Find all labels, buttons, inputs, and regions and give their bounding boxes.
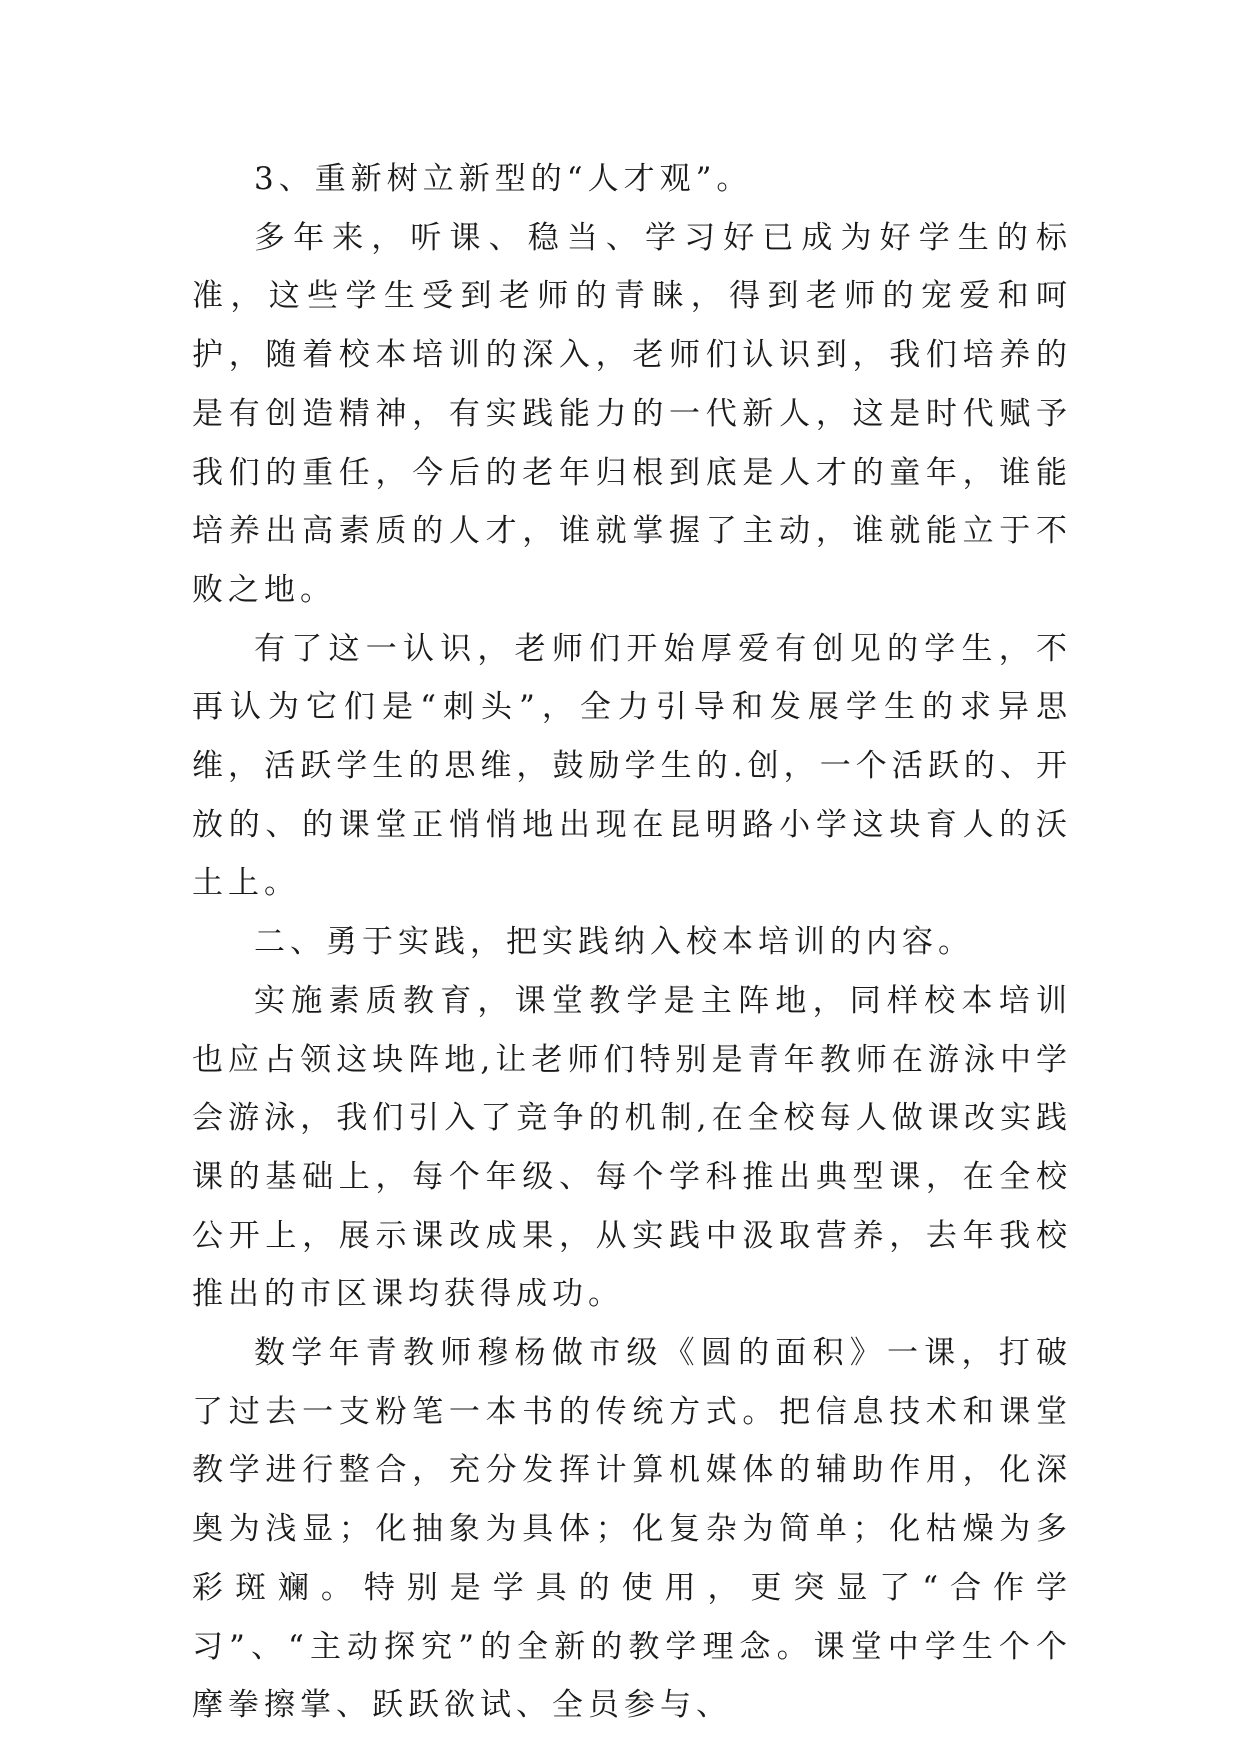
- paragraph-heading-talent-view: 3、重新树立新型的“人才观”。: [254, 161, 753, 197]
- paragraph-math-lesson: 数学年青教师穆杨做市级《圆的面积》一课，打破了过去一支粉笔一本书的传统方式。把信息技术和课堂教学进行整合，充分发挥计算机媒体的辅助作用，化深奥为浅显；化抽象为具体；化复杂为简单；化枯燥为多彩斑斓。特别是学具的使用，更突显了“合作学习”、“主动探究”的全新的教学理念。课堂中学生个个摩拳擦掌、跃跃欲试、全员参与、: [192, 1335, 1072, 1724]
- paragraph-good-student-standard: 多年来，听课、稳当、学习好已成为好学生的标准，这些学生受到老师的青睐，得到老师的宠爱和呵护，随着校本培训的深入，老师们认识到，我们培养的是有创造精神，有实践能力的一代新人，这是时代赋予我们的重任，今后的老年归根到底是人才的童年，谁能培养出高素质的人才，谁就掌握了主动，谁就能立于不败之地。: [192, 219, 1072, 608]
- paragraph-creative-students: 有了这一认识，老师们开始厚爱有创见的学生，不再认为它们是“刺头”，全力引导和发展学生的求异思维，活跃学生的思维，鼓励学生的.创，一个活跃的、开放的、的课堂正悄悄地出现在昆明路小学这块育人的沃土上。: [192, 630, 1072, 902]
- paragraph-classroom-teaching: 实施素质教育，课堂教学是主阵地，同样校本培训也应占领这块阵地,让老师们特别是青年教师在游泳中学会游泳，我们引入了竞争的机制,在全校每人做课改实践课的基础上，每个年级、每个学科推出典型课，在全校公开上，展示课改成果，从实践中汲取营养，去年我校推出的市区课均获得成功。: [192, 982, 1072, 1313]
- document-body: [192, 150, 1072, 1735]
- paragraph-heading-practice: 二、勇于实践，把实践纳入校本培训的内容。: [254, 924, 974, 961]
